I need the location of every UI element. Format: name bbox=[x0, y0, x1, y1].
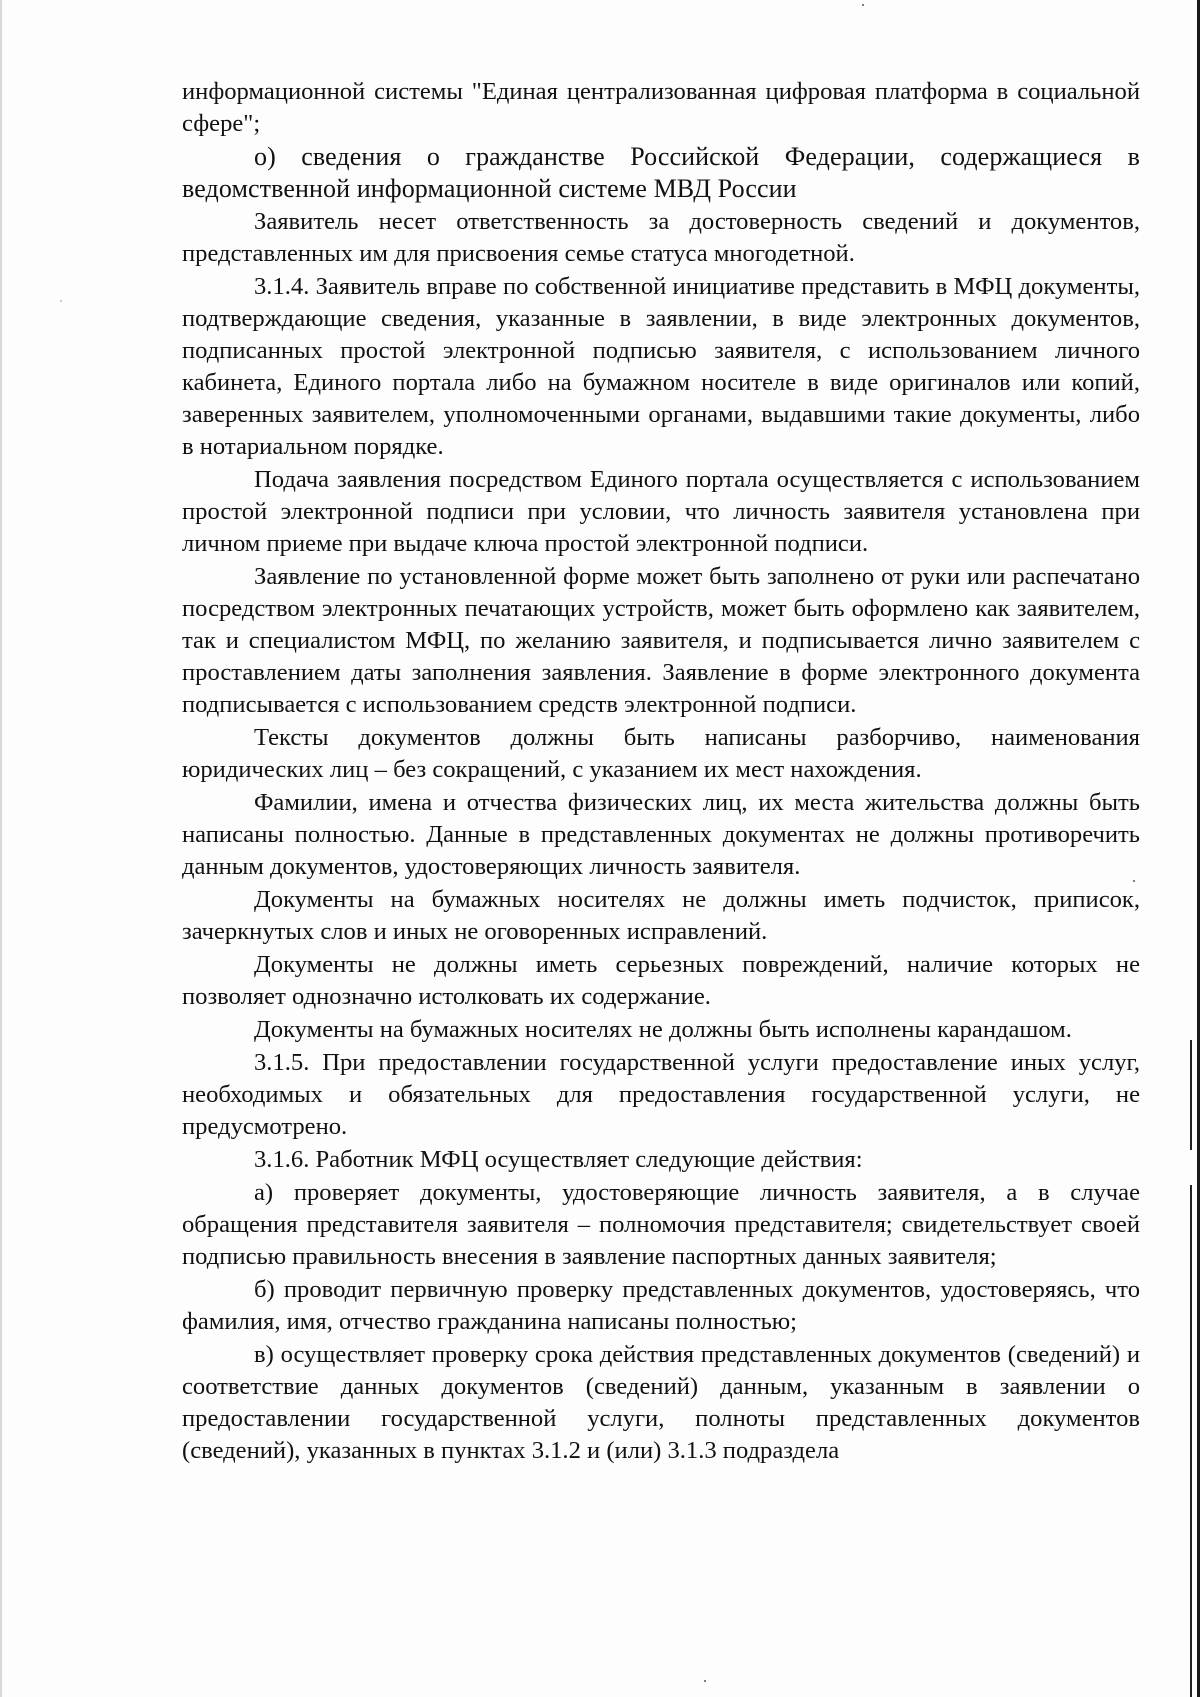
paragraph-item-a: а) проверяет документы, удостоверяющие личность заявителя, а в случае обращения представителя заявителя – полномочия представителя; свидетельствует своей подписью правильность внесения в заявление паспортных данных заявителя; bbox=[182, 1179, 1140, 1270]
paragraph-3-1-5: 3.1.5. При предоставлении государственной услуги предоставление иных услуг, необходимых и обязательных для предоставления государственной услуги, не предусмотрено. bbox=[182, 1049, 1140, 1140]
scan-speck bbox=[60, 300, 62, 302]
paragraph-legibility: Тексты документов должны быть написаны разборчиво, наименования юридических лиц – без сокращений, с указанием их мест нахождения. bbox=[182, 724, 1140, 783]
paragraph-responsibility: Заявитель несет ответственность за достоверность сведений и документов, представленных им для присвоения семье статуса многодетной. bbox=[182, 208, 1140, 267]
paragraph-full-names: Фамилии, имена и отчества физических лиц, их места жительства должны быть написаны полностью. Данные в представленных документах не должны противоречить данным документов, удостоверяющих личность заявителя. bbox=[182, 789, 1140, 880]
paragraph-no-erasures: Документы на бумажных носителях не должны иметь подчисток, приписок, зачеркнутых слов и иных не оговоренных исправлений. bbox=[182, 886, 1140, 945]
paragraph-3-1-6: 3.1.6. Работник МФЦ осуществляет следующие действия: bbox=[254, 1146, 863, 1173]
paragraph-no-damage: Документы не должны иметь серьезных повреждений, наличие которых не позволяет однозначно истолковать их содержание. bbox=[182, 951, 1140, 1010]
paragraph-application-form: Заявление по установленной форме может быть заполнено от руки или распечатано посредством электронных печатающих устройств, может быть оформлено как заявителем, так и специалистом МФЦ, по желанию заявителя, и подписывается лично заявителем с проставлением даты заполнения заявления. Заявление в форме электронного документа подписывается с использованием средств электронной подписи. bbox=[182, 563, 1140, 718]
scan-edge-mark bbox=[1190, 1040, 1192, 1150]
paragraph-no-pencil: Документы на бумажных носителях не должны быть исполнены карандашом. bbox=[254, 1016, 1072, 1043]
page-left-edge bbox=[0, 0, 2, 1697]
scan-edge-mark bbox=[1190, 1185, 1192, 1697]
scan-speck bbox=[704, 1680, 706, 1682]
paragraph-item-o: о) сведения о гражданстве Российской Федерации, содержащиеся в ведомственной информационной системе МВД России bbox=[182, 142, 1140, 203]
paragraph-item-v: в) осуществляет проверку срока действия представленных документов (сведений) и соответствие данных документов (сведений) данным, указанным в заявлении о предоставлении государственной услуги, полноты представленных документов (сведений), указанных в пунктах 3.1.2 и (или) 3.1.3 подраздела bbox=[182, 1341, 1140, 1464]
document-body bbox=[182, 76, 1140, 1468]
paragraph-portal-submission: Подача заявления посредством Единого портала осуществляется с использованием простой электронной подписи при условии, что личность заявителя установлена при личном приеме при выдаче ключа простой электронной подписи. bbox=[182, 466, 1140, 557]
paragraph-3-1-4: 3.1.4. Заявитель вправе по собственной инициативе представить в МФЦ документы, подтверждающие сведения, указанные в заявлении, в виде электронных документов, подписанных простой электронной подписью заявителя, с использованием личного кабинета, Единого портала либо на бумажном носителе в виде оригиналов или копий, заверенных заявителем, уполномоченными органами, выдавшими такие документы, либо в нотариальном порядке. bbox=[182, 273, 1140, 460]
paragraph-continuation: информационной системы "Единая централизованная цифровая платформа в социальной сфере"; bbox=[182, 78, 1140, 137]
scan-speck bbox=[862, 4, 864, 6]
paragraph-item-b: б) проводит первичную проверку представленных документов, удостоверяясь, что фамилия, имя, отчество гражданина написаны полностью; bbox=[182, 1276, 1140, 1335]
